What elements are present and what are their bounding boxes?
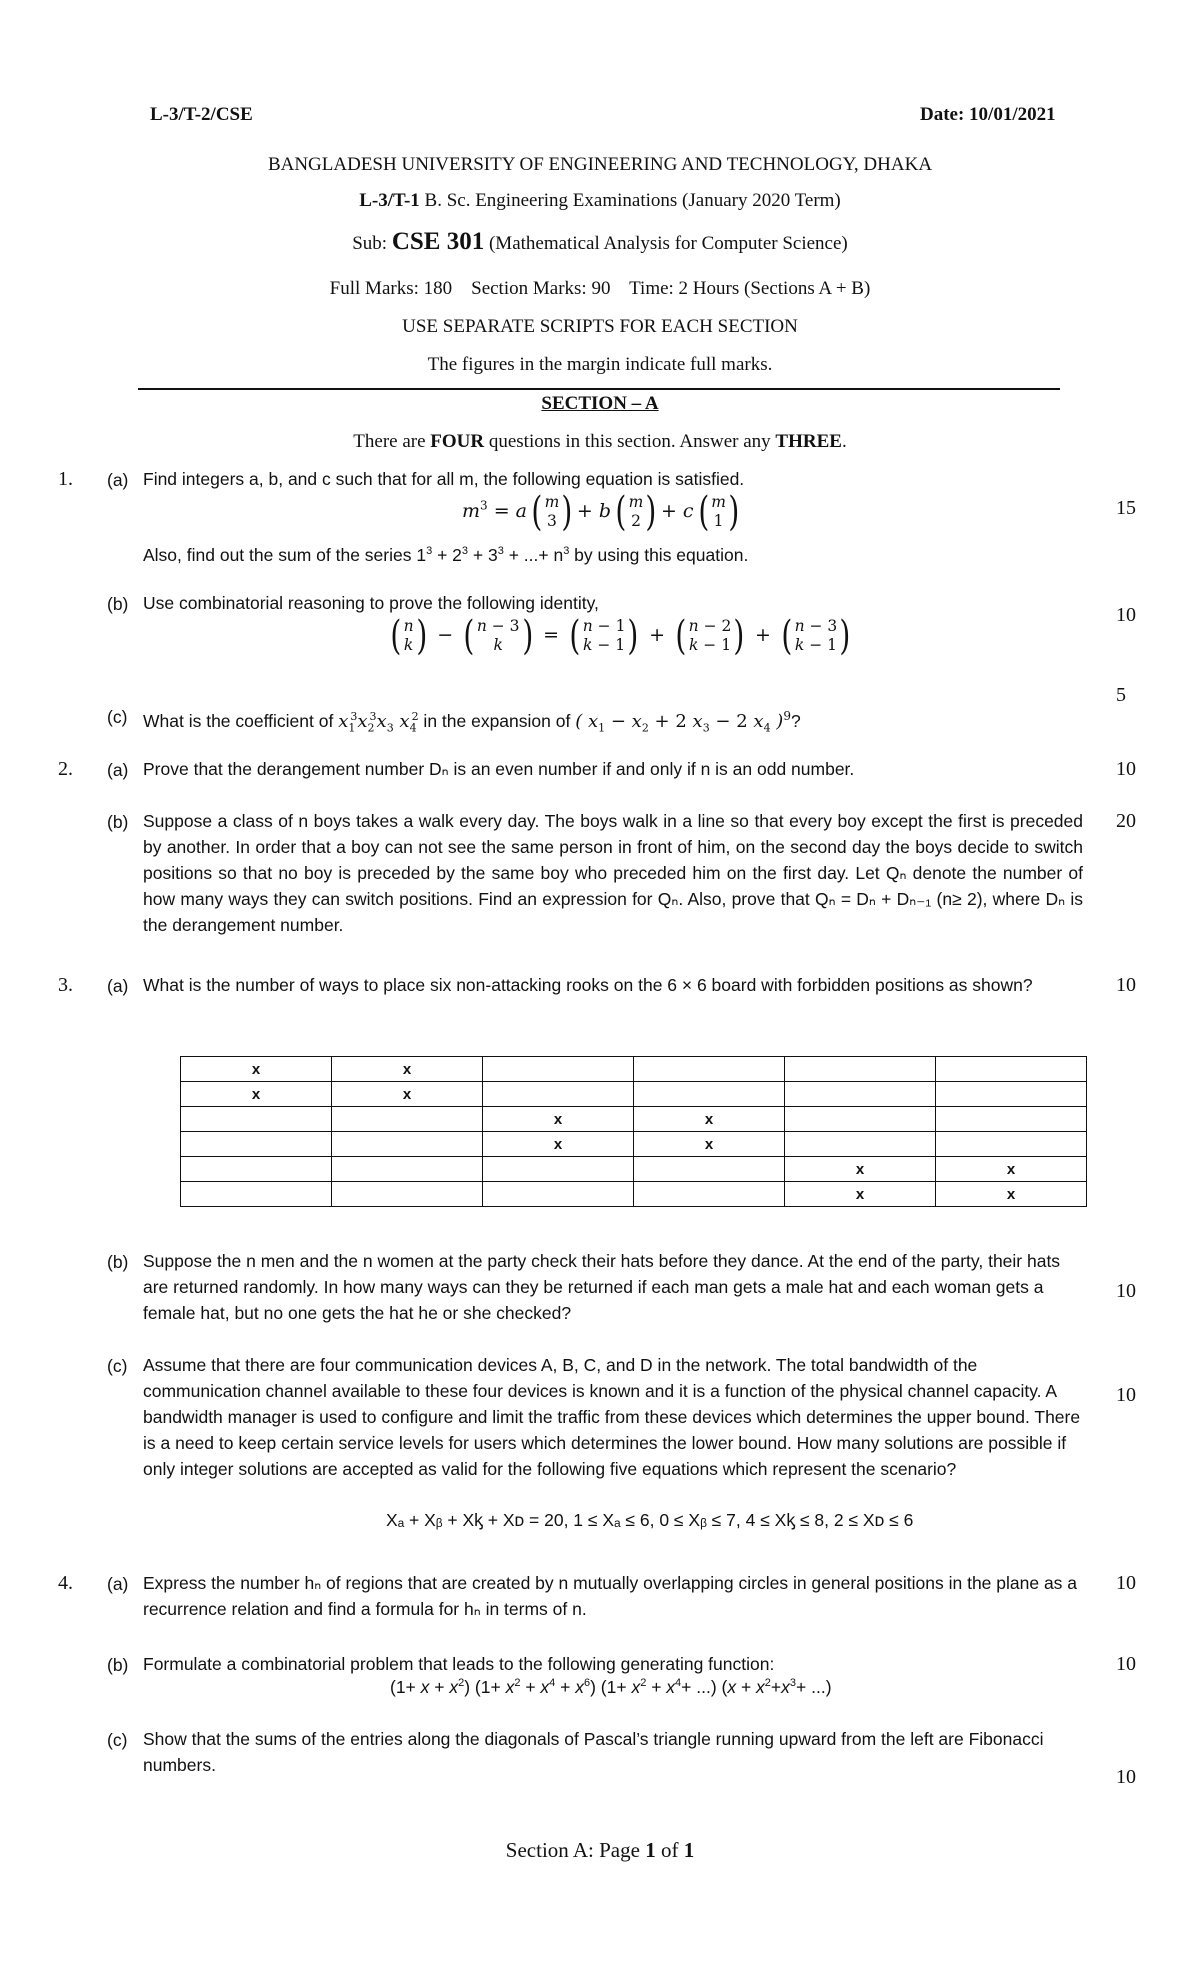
q4b-text: Formulate a combinatorial problem that leads to the following generating function: <box>143 1654 775 1674</box>
board-cell <box>785 1057 936 1082</box>
board-cell <box>785 1082 936 1107</box>
q2a-text: Prove that the derangement number Dₙ is an even number if and only if n is an odd number. <box>143 759 855 779</box>
q3c-equation: Xₐ + Xᵦ + Xᶄ + Xᴅ = 20, 1 ≤ Xₐ ≤ 6, 0 ≤ Xᵦ ≤ 7, 4 ≤ Xᶄ ≤ 8, 2 ≤ Xᴅ ≤ 6 <box>386 1510 914 1530</box>
q3b-label: (b) <box>107 1252 129 1272</box>
board-cell: x <box>181 1057 332 1082</box>
subject-line <box>0 228 1200 256</box>
board-cell <box>181 1182 332 1207</box>
board-cell: x <box>936 1182 1087 1207</box>
board-cell <box>936 1132 1087 1157</box>
board-cell <box>332 1157 483 1182</box>
q1c-text-start: What is the coefficient of <box>143 711 334 731</box>
q4c-text: Show that the sums of the entries along the diagonals of Pascal’s triangle running upward from the left are Fibonacci numbers. <box>143 1729 1044 1775</box>
q4a-label: (a) <box>107 1574 129 1594</box>
board-cell <box>483 1082 634 1107</box>
footer-total-pages: 1 <box>683 1838 695 1862</box>
board-row <box>181 1157 1087 1182</box>
board-row <box>181 1132 1087 1157</box>
subject-title: (Mathematical Analysis for Computer Science) <box>484 233 848 254</box>
board-cell: x <box>936 1157 1087 1182</box>
question-3-number: 3. <box>58 974 73 996</box>
instr-count: FOUR <box>430 431 485 452</box>
board-cell <box>181 1107 332 1132</box>
question-2-number: 2. <box>58 758 73 780</box>
q1b-marks: 10 <box>1116 604 1136 626</box>
board-cell <box>634 1157 785 1182</box>
exam-term: B. Sc. Engineering Examinations (January 2020 Term) <box>419 190 841 211</box>
q4c-label: (c) <box>107 1730 128 1750</box>
q4b-generating-function: $(1+ x + x^2)$ $(1+ x^2 + x^4 + x^6)$ ($1+ x^2 + x^4+$ ...) ($x + x^2+x^3+$ ...) <box>390 1677 832 1697</box>
board-cell <box>785 1132 936 1157</box>
q1a-text: Find integers a, b, and c such that for all m, the following equation is satisfied. <box>143 469 745 489</box>
board-row <box>181 1082 1087 1107</box>
board-cell <box>936 1082 1087 1107</box>
university-name: BANGLADESH UNIVERSITY OF ENGINEERING AND TECHNOLOGY, DHAKA <box>267 154 933 175</box>
board-cell: x <box>785 1182 936 1207</box>
board-cell <box>483 1182 634 1207</box>
q1a-marks: 15 <box>1116 497 1136 519</box>
q1c-marks: 5 <box>1116 684 1126 706</box>
q3c-label: (c) <box>107 1356 128 1376</box>
q3c-marks: 10 <box>1116 1384 1136 1406</box>
board-cell <box>332 1182 483 1207</box>
board-cell <box>634 1082 785 1107</box>
forbidden-positions-board <box>180 1056 1087 1207</box>
q4a-marks: 10 <box>1116 1572 1136 1594</box>
instr-text-3: . <box>841 431 847 452</box>
q2a-label: (a) <box>107 760 129 780</box>
footer-of: of <box>655 1838 684 1862</box>
board-cell: x <box>634 1107 785 1132</box>
footer-prefix: Section A: Page <box>505 1838 646 1862</box>
q3a-marks: 10 <box>1116 974 1136 996</box>
q3a-text: What is the number of ways to place six non-attacking rooks on the 6 × 6 board with forbidden positions as shown? <box>143 975 1033 995</box>
q3c-text: Assume that there are four communication devices A, B, C, and D in the network. The total bandwidth of the communication channel available to these four devices is known and it is a function of the physical channel capacity. A bandwidth manager is used to configure and limit the traffic from these devices which determines the upper bound. There is a need to keep certain service levels for users which determines the lower bound. How many solutions are possible if only integer solutions are accepted as valid for the following five equations which represent the scenario? <box>143 1355 1081 1479</box>
figures-note: The figures in the margin indicate full marks. <box>427 354 773 375</box>
question-4-number: 4. <box>58 1572 73 1594</box>
exam-level: L-3/T-1 <box>359 190 420 211</box>
q3a-label: (a) <box>107 976 129 996</box>
board-cell: x <box>634 1132 785 1157</box>
board-cell: x <box>483 1132 634 1157</box>
q4b-label: (b) <box>107 1655 129 1675</box>
q2a-marks: 10 <box>1116 758 1136 780</box>
board-row <box>181 1107 1087 1132</box>
series-text-end: by using this equation. <box>569 544 749 565</box>
section-instructions <box>0 431 1200 453</box>
board-cell: x <box>181 1082 332 1107</box>
board-cell <box>483 1157 634 1182</box>
q1a-equation: $m^3 = a$ ( m 3 ) + b ( m 2 ) + c ( m 1 ) <box>462 489 740 535</box>
q1b-text: Use combinatorial reasoning to prove the following identity, <box>143 593 599 613</box>
exam-date: Date: 10/01/2021 <box>920 104 1056 125</box>
q2b-label: (b) <box>107 812 129 832</box>
q2b-text: Suppose a class of n boys takes a walk every day. The boys walk in a line so that every boy except the first is preceded by another. In order that a boy can not see the same person in front of him, on the second day the boys decide to switch positions so that no boy is preceded by the same boy who preceded him on the first day. Let Qₙ denote the number of how many ways they can switch positions. Find an expression for Qₙ. Also, prove that Qₙ = Dₙ + Dₙ₋₁ (n≥ 2), where Dₙ is the derangement number. <box>143 811 1083 935</box>
exam-title <box>0 190 1200 212</box>
q4a-text: Express the number hₙ of regions that are created by n mutually overlapping circles in general positions in the plane as a recurrence relation and find a formula for hₙ in terms of n. <box>143 1573 1078 1619</box>
q3b-text: Suppose the n men and the n women at the party check their hats before they dance. At the end of the party, their hats are returned randomly. In how many ways can they be returned if each man gets a male hat and each woman gets a female hat, but no one gets the hat he or she checked? <box>143 1251 1061 1323</box>
separate-scripts-note: USE SEPARATE SCRIPTS FOR EACH SECTION <box>402 316 798 337</box>
board-cell <box>936 1107 1087 1132</box>
series-text-start: Also, find out the sum of the series 1 <box>143 544 427 565</box>
board-row <box>181 1057 1087 1082</box>
board-cell: x <box>785 1157 936 1182</box>
q1c-label: (c) <box>107 707 128 727</box>
board-cell: x <box>332 1057 483 1082</box>
board-cell: x <box>332 1082 483 1107</box>
q4c-marks: 10 <box>1116 1766 1136 1788</box>
course-level-code: L-3/T-2/CSE <box>150 104 253 125</box>
instr-answer-count: THREE <box>775 431 842 452</box>
instr-text-1: There are <box>353 431 431 452</box>
subject-code: CSE 301 <box>391 228 485 255</box>
section-title: SECTION – A <box>541 393 659 414</box>
q2b-marks: 20 <box>1116 810 1136 832</box>
question-1-number: 1. <box>58 468 73 490</box>
board-cell: x <box>483 1107 634 1132</box>
board-row <box>181 1182 1087 1207</box>
q1c-text-mid: in the expansion of <box>418 711 576 731</box>
q4b-marks: 10 <box>1116 1653 1136 1675</box>
q1b-label: (b) <box>107 594 129 614</box>
board-cell <box>181 1132 332 1157</box>
header-divider <box>138 388 1060 390</box>
q1a-label: (a) <box>107 470 129 490</box>
board-cell <box>634 1182 785 1207</box>
board-cell <box>332 1132 483 1157</box>
board-cell <box>634 1057 785 1082</box>
q3b-marks: 10 <box>1116 1280 1136 1302</box>
q1b-identity: ( n k) − ( n − 3 k ) = ( n − 1 k − 1) + ( n − 2 k − 1) + ( n − 3 k − 1) <box>390 613 851 659</box>
marks-line: Full Marks: 180 Section Marks: 90 Time: 2 Hours (Sections A + B) <box>329 278 871 299</box>
q1c-text: What is the coefficient of $x_1^3x_2^3x_3$ $x_4^2$ in the expansion of ( $x_1 - x_2 + 2$ $x_3 - 2$ $x_4$ )$^9$? <box>143 709 801 735</box>
board-cell <box>332 1107 483 1132</box>
q1a-series-text: Also, find out the sum of the series $1^3 + 2^3 + 3^3$ + ...+ $n^3$ by using this equation. <box>143 544 749 565</box>
page-footer <box>0 1838 1200 1863</box>
board-cell <box>936 1057 1087 1082</box>
footer-page-number: 1 <box>645 1838 656 1862</box>
board-cell <box>785 1107 936 1132</box>
subject-prefix: Sub: <box>352 233 392 254</box>
board-cell <box>181 1157 332 1182</box>
instr-text-2: questions in this section. Answer any <box>484 431 776 452</box>
series-text-mid: + ...+ n <box>508 544 564 565</box>
board-cell <box>483 1057 634 1082</box>
